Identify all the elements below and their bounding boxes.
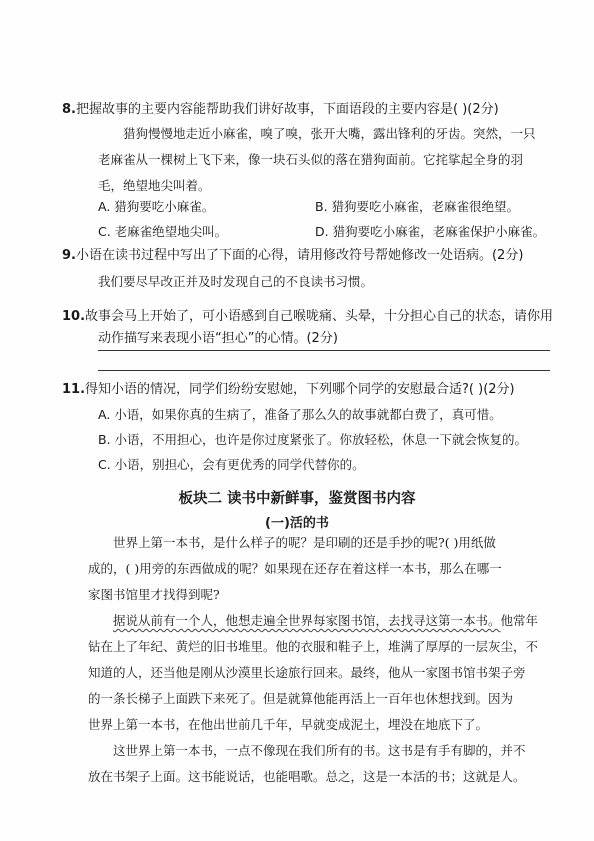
reading-passage (88, 530, 538, 790)
answer-line[interactable] (98, 370, 550, 371)
question-8 (62, 101, 499, 119)
question-11 (62, 381, 515, 399)
question-9 (62, 247, 523, 265)
passage-line: 家图书馆里才找得到呢? (88, 587, 220, 602)
q11-option-c[interactable]: C. 小语，别担心，会有更优秀的同学代替你的。 (98, 457, 365, 472)
passage-line: 毛，绝望地尖叫着。 (98, 178, 211, 193)
question-text: 得知小语的情况，同学们纷纷安慰她，下列哪个同学的安慰最合适?( )(2分) (85, 382, 515, 397)
question-text: 小语在读书过程中写出了下面的心得，请用修改符号帮她修改一处语病。(2分) (75, 248, 524, 263)
passage-line: 这世界上第一本书，一点不像现在我们所有的书。这书是有手有脚的，并不 (113, 743, 526, 758)
passage-line: 钻在上了年纪、黄烂的旧书堆里。他的衣服和鞋子上，堆满了厚厚的一层灰尘，不 (88, 639, 539, 654)
question-10-line2: 动作描写来表现小语“担心”的心情。(2分) (98, 331, 338, 346)
q9-sentence: 我们要尽早改正并及时发现自己的不良读书习惯。 (98, 274, 374, 289)
passage-line: 老麻雀从一棵树上飞下来，像一块石头似的落在猎狗面前。它挓挲起全身的羽 (98, 152, 524, 167)
question-number: 8. (62, 102, 76, 117)
passage-title: (一)活的书 (265, 516, 329, 531)
q8-passage (98, 121, 536, 199)
q8-option-b[interactable]: B. 猎狗要吃小麻雀，老麻雀很绝望。 (315, 199, 520, 214)
passage-line: 世界上第一本书，在他出世前几千年，早就变成泥土，埋没在地底下了。 (88, 717, 489, 732)
passage-line (88, 608, 538, 634)
passage-line: 放在书架子上面。这书能说话，也能唱歌。总之，这是一本活的书；这就是人。 (88, 769, 526, 784)
underlined-sentence: 据说从前有一个人，他想走遍全世界每家图书馆，去找寻这第一本书。 (113, 613, 501, 628)
question-10 (62, 308, 553, 326)
passage-line: 成的，( )用旁的东西做成的呢？如果现在还存在着这样一本书，那么在哪一 (88, 561, 502, 576)
q11-option-a[interactable]: A. 小语，如果你真的生病了，准备了那么久的故事就都白费了，真可惜。 (98, 407, 502, 422)
q8-option-a[interactable]: A. 猎狗要吃小麻雀。 (98, 199, 215, 214)
answer-line[interactable] (98, 350, 550, 351)
question-text: 把握故事的主要内容能帮助我们讲好故事，下面语段的主要内容是( )(2分) (75, 102, 499, 117)
passage-line: 猎狗慢慢地走近小麻雀，嗅了嗅，张开大嘴，露出锋利的牙齿。突然，一只 (123, 126, 536, 141)
passage-line: 知道的人，还当他是刚从沙漠里长途旅行回来。最终，他从一家图书馆书架子旁 (88, 665, 526, 680)
passage-text: 他常年 (500, 613, 539, 628)
q8-option-d[interactable]: D. 猎狗要吃小麻雀，老麻雀保护小麻雀。 (315, 224, 546, 239)
q8-option-c[interactable]: C. 老麻雀绝望地尖叫。 (98, 224, 228, 239)
question-number: 9. (62, 248, 76, 263)
q11-option-b[interactable]: B. 小语，不用担心，也许是你过度紧张了。你放轻松，休息一下就会恢复的。 (98, 432, 528, 447)
passage-line: 世界上第一本书，是什么样子的呢？是印刷的还是手抄的呢?( )用纸做 (113, 535, 496, 550)
question-number: 11. (62, 382, 86, 397)
question-text: 故事会马上开始了，可小语感到自己喉咙痛、头晕，十分担心自己的状态，请你用 (85, 309, 554, 324)
question-number: 10. (62, 309, 86, 324)
section-title: 板块二 读书中新鲜事，鉴赏图书内容 (178, 491, 416, 507)
passage-line: 的一条长梯子上面跌下来死了。但是就算他能再活上一百年也休想找到。因为 (88, 691, 514, 706)
